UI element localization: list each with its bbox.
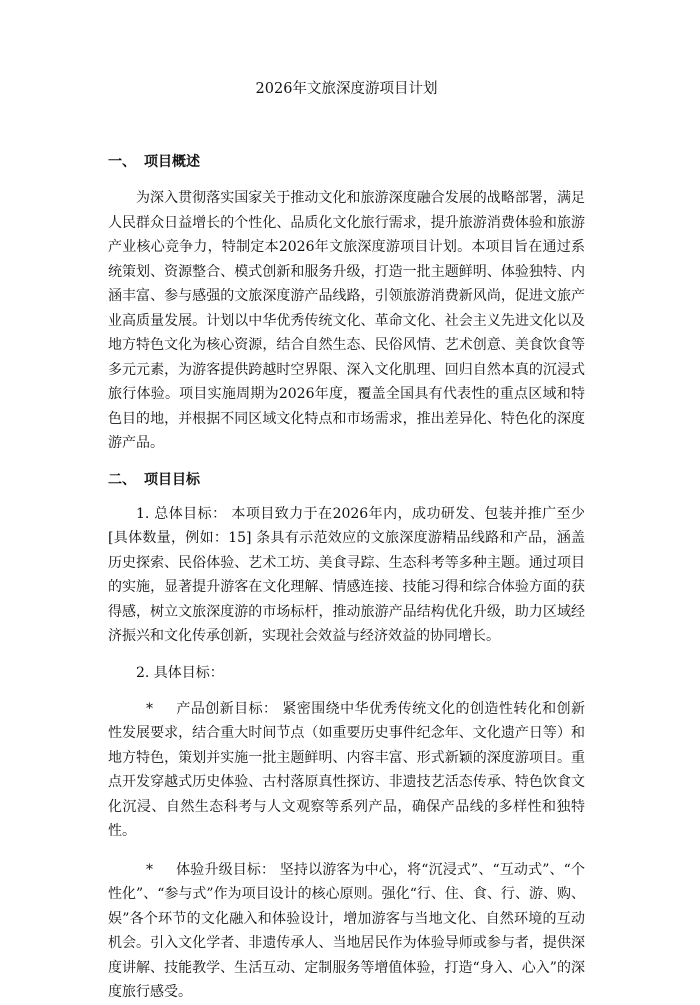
- goal-text: 产品创新目标： 紧密围绕中华优秀传统文化的创造性转化和创新性发展要求，结合重大时间节点（如重要历史事件纪念年、文化遗产日等）和地方特色，策划并实施一批主题鲜明、内容丰富、形式新颖的深度游项目。重点开发穿越式历史体验、古村落原真性探访、非遗技艺活态传承、特色饮食文化沉浸、自然生态科考与人文观察等系列产品，确保产品线的多样性和独特性。: [108, 700, 585, 839]
- overall-goal-paragraph: 1. 总体目标： 本项目致力于在2026年内，成功研发、包装并推广至少 [具体数量，例如：15] 条具有示范效应的文旅深度游精品线路和产品，涵盖历史探索、民俗体验、艺术工坊、美食寻踪、生态科考等多种主题。通过项目的实施，显著提升游客在文化理解、情感连接、技能习得和综合体验方面的获得感，树立文旅深度游的市场标杆，推动旅游产品结构优化升级，助力区域经济振兴和文化传承创新，实现社会效益与经济效益的协同增长。: [108, 505, 585, 644]
- goal-text: 体验升级目标： 坚持以游客为中心，将“沉浸式”、“互动式”、“个性化”、“参与式”作为项目设计的核心原则。强化“行、住、食、行、游、购、娱”各个环节的文化融入和体验设计，增加游客与当地文化、自然环境的互动机会。引入文化学者、非遗传承人、当地居民作为体验导师或参与者，提供深度讲解、技能教学、生活互动、定制服务等增值体验，打造“身入、心入”的深度旅行感受。: [108, 861, 585, 1000]
- bullet-marker: *: [146, 700, 153, 717]
- bullet-marker: *: [146, 861, 153, 878]
- product-innovation-goal: [108, 697, 585, 844]
- overview-paragraph: 为深入贯彻落实国家关于推动文化和旅游深度融合发展的战略部署，满足人民群众日益增长的个性化、品质化文化旅行需求，提升旅游消费体验和旅游产业核心竞争力，特制定本2026年文旅深度游项目计划。本项目旨在通过系统策划、资源整合、模式创新和服务升级，打造一批主题鲜明、体验独特、内涵丰富、参与感强的文旅深度游产品线路，引领旅游消费新风尚，促进文旅产业高质量发展。计划以中华优秀传统文化、革命文化、社会主义先进文化以及地方特色文化为核心资源，结合自然生态、民俗风情、艺术创意、美食饮食等多元元素，为游客提供跨越时空界限、深入文化肌理、回归自然本真的沉浸式旅行体验。项目实施周期为2026年度，覆盖全国具有代表性的重点区域和特色目的地，并根据不同区域文化特点和市场需求，推出差异化、特色化的深度游产品。: [108, 190, 585, 451]
- section-heading-goals: [108, 470, 585, 490]
- specific-goals-heading: 2. 具体目标：: [136, 664, 224, 681]
- experience-upgrade-goal: [108, 858, 585, 1005]
- section-title: 项目概述: [144, 154, 200, 170]
- document-title: 2026年文旅深度游项目计划: [255, 81, 438, 97]
- section-number: 二、: [108, 471, 136, 488]
- section-number: 一、: [108, 154, 136, 170]
- section-title: 项目目标: [144, 471, 200, 488]
- section-heading-overview: [108, 152, 585, 172]
